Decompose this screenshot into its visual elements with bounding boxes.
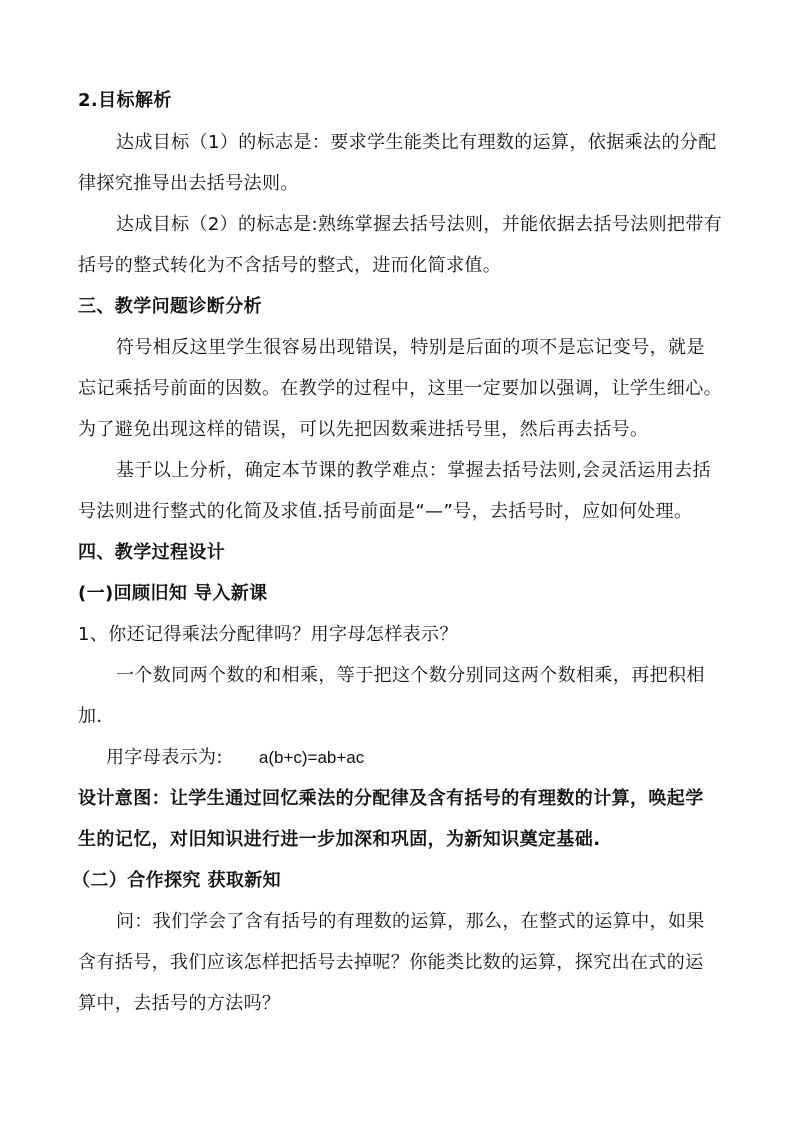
distributive-formula: a(b+c)=ab+ac xyxy=(258,748,365,767)
heading-goal-analysis: 2.目标解析 xyxy=(78,90,172,111)
goal2-line1: 达成目标（2）的标志是:熟练掌握去括号法则，并能依据去括号法则把带有 xyxy=(116,214,723,235)
analysis-line2: 号法则进行整式的化简及求值.括号前面是“—”号，去括号时，应如何处理。 xyxy=(78,501,693,522)
goal1-line2: 律探究推导出去括号法则。 xyxy=(78,173,299,194)
formula-row xyxy=(106,745,364,771)
subheading-explore: （二）合作探究 获取新知 xyxy=(72,870,282,891)
explore-line1: 问：我们学会了含有括号的有理数的运算，那么，在整式的运算中，如果 xyxy=(116,911,705,932)
analysis-line1: 基于以上分析，确定本节课的教学难点：掌握去括号法则,会灵活运用去括 xyxy=(116,460,711,481)
explore-line3: 算中，去括号的方法吗？ xyxy=(78,993,281,1014)
heading-problem-diagnosis: 三、教学问题诊断分析 xyxy=(78,296,262,317)
design-intent-line1: 设计意图：让学生通过回忆乘法的分配律及含有括号的有理数的计算，唤起学 xyxy=(78,788,704,809)
goal1-line1: 达成目标（1）的标志是：要求学生能类比有理数的运算，依据乘法的分配 xyxy=(116,132,717,153)
question-1: 1、你还记得乘法分配律吗？用字母怎样表示？ xyxy=(78,624,458,645)
diagnosis-line3: 为了避免出现这样的错误，可以先把因数乘进括号里，然后再去括号。 xyxy=(78,419,649,440)
goal2-line2: 括号的整式转化为不含括号的整式，进而化简求值。 xyxy=(78,255,502,276)
diagnosis-line2: 忘记乘括号前面的因数。在教学的过程中，这里一定要加以强调，让学生细心。 xyxy=(78,378,722,399)
diagnosis-line1: 符号相反这里学生很容易出现错误，特别是后面的项不是忘记变号，就是 xyxy=(116,337,705,358)
formula-label: 用字母表示为: xyxy=(106,747,223,768)
answer1-line2: 加. xyxy=(78,706,103,727)
design-intent-line2: 生的记忆，对旧知识进行进一步加深和巩固，为新知识奠定基础. xyxy=(78,829,601,850)
heading-process-design: 四、教学过程设计 xyxy=(78,542,226,563)
subheading-review: (一)回顾旧知 导入新课 xyxy=(78,583,268,604)
explore-line2: 含有括号，我们应该怎样把括号去掉呢？你能类比数的运算，探究出在式的运 xyxy=(78,952,704,973)
answer1-line1: 一个数同两个数的和相乘，等于把这个数分别同这两个数相乘，再把积相 xyxy=(116,665,705,686)
